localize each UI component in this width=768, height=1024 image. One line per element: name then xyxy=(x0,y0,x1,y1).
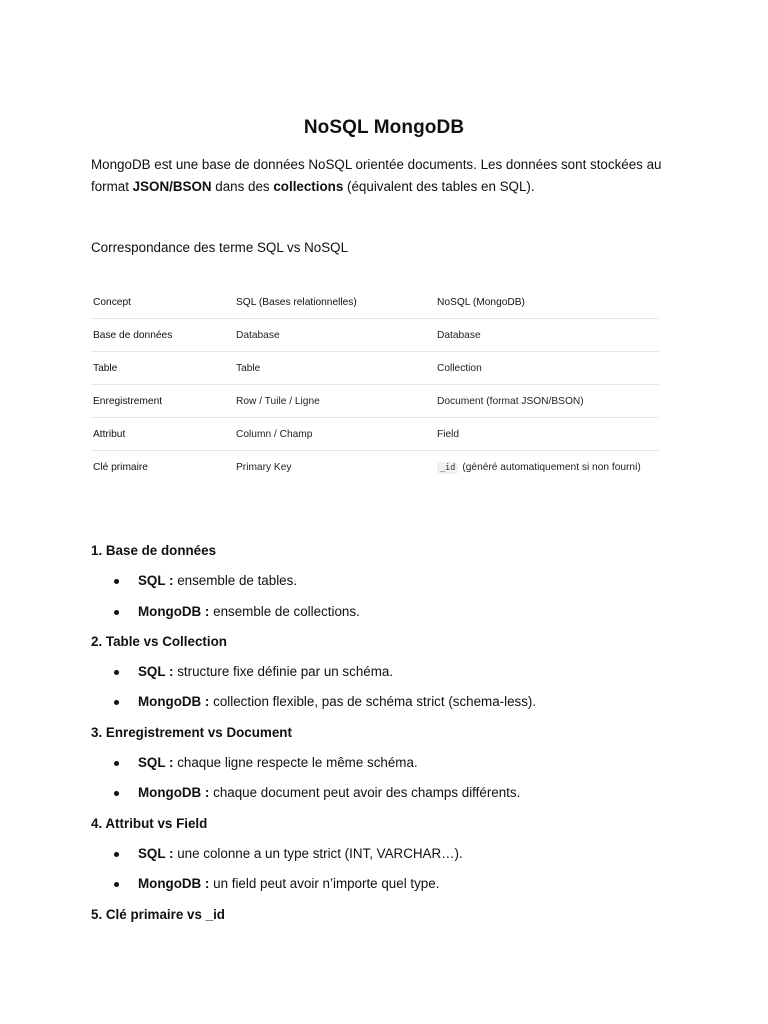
id-description: (généré automatiquement si non fourni) xyxy=(462,461,641,473)
bullet-label: MongoDB : xyxy=(138,603,210,619)
bullet-label: SQL : xyxy=(138,845,174,861)
list-item xyxy=(91,782,691,812)
bullet-icon xyxy=(114,761,119,766)
bullet-icon xyxy=(114,791,119,796)
table-header-row xyxy=(91,286,659,319)
bullet-text: chaque ligne respecte le même schéma. xyxy=(173,755,418,771)
bullet-text: structure fixe définie par un schéma. xyxy=(173,664,394,680)
list-item xyxy=(91,691,691,721)
section-heading: 5. Clé primaire vs _id xyxy=(91,906,225,922)
bullet-text: collection flexible, pas de schéma strict (schema-less). xyxy=(209,694,537,710)
table-cell-sql: Database xyxy=(234,319,435,352)
comparison-sections xyxy=(91,540,691,934)
table-cell-sql: Row / Tuile / Ligne xyxy=(234,385,435,418)
table-row xyxy=(91,451,659,484)
bullet-label: SQL : xyxy=(138,755,174,771)
intro-text-3: (équivalent des tables en SQL). xyxy=(343,179,535,194)
bullet-text: un field peut avoir n’importe quel type. xyxy=(209,876,440,892)
table-cell-concept: Enregistrement xyxy=(91,385,234,418)
bullet-label: SQL : xyxy=(138,664,174,680)
table-cell-sql: Primary Key xyxy=(236,461,292,473)
table-header-nosql: NoSQL (MongoDB) xyxy=(435,286,659,319)
list-item xyxy=(91,873,691,903)
section-heading: 4. Attribut vs Field xyxy=(91,815,208,831)
table-header-sql: SQL (Bases relationnelles) xyxy=(234,286,435,319)
bullet-icon xyxy=(114,882,119,887)
bullet-icon xyxy=(114,852,119,857)
list-item xyxy=(91,570,691,600)
section-subtitle: Correspondance des terme SQL vs NoSQL xyxy=(91,240,349,255)
table-cell-nosql xyxy=(435,451,659,484)
bullet-label: MongoDB : xyxy=(138,876,210,892)
correspondence-table xyxy=(91,286,659,483)
bullet-label: SQL : xyxy=(138,573,174,589)
table-row xyxy=(91,418,659,451)
list-item xyxy=(91,661,691,691)
table-cell-nosql: Database xyxy=(435,319,659,352)
section-heading: 1. Base de données xyxy=(91,543,217,558)
table-row xyxy=(91,385,659,418)
intro-text-1: MongoDB est une base de données NoSQL orientée documents. Les données sont stockées au format xyxy=(91,157,662,194)
bullet-label: MongoDB : xyxy=(138,694,210,710)
intro-paragraph xyxy=(91,154,681,198)
id-code-chip: _id xyxy=(437,462,458,474)
table-cell-nosql: Field xyxy=(435,418,659,451)
table-cell-sql: Table xyxy=(234,352,435,385)
table-cell-concept: Clé primaire xyxy=(93,461,148,473)
bullet-label: MongoDB : xyxy=(138,785,210,801)
table-cell-concept: Table xyxy=(91,352,234,385)
table-cell-nosql: Collection xyxy=(435,352,659,385)
section-heading: 3. Enregistrement vs Document xyxy=(91,724,292,740)
table-header-concept: Concept xyxy=(91,286,234,319)
table-cell-nosql: Document (format JSON/BSON) xyxy=(435,385,659,418)
intro-bold-collections: collections xyxy=(273,179,344,194)
bullet-icon xyxy=(114,610,119,615)
list-item xyxy=(91,601,691,631)
bullet-text: une colonne a un type strict (INT, VARCHAR…). xyxy=(173,845,463,861)
table-row xyxy=(91,352,659,385)
table-cell-concept: Base de données xyxy=(91,319,234,352)
list-item xyxy=(91,752,691,782)
bullet-icon xyxy=(114,579,119,584)
bullet-icon xyxy=(114,670,119,675)
table-cell-concept: Attribut xyxy=(91,418,234,451)
bullet-text: ensemble de tables. xyxy=(173,573,298,589)
table-cell-sql: Column / Champ xyxy=(234,418,435,451)
bullet-text: chaque document peut avoir des champs différents. xyxy=(209,785,521,801)
intro-text-2: dans des xyxy=(211,179,274,194)
intro-bold-json-bson: JSON/BSON xyxy=(132,179,212,194)
list-item xyxy=(91,843,691,873)
section-heading: 2. Table vs Collection xyxy=(91,633,227,649)
page-title: NoSQL MongoDB xyxy=(303,117,465,138)
bullet-icon xyxy=(114,700,119,705)
bullet-text: ensemble de collections. xyxy=(209,603,360,619)
table-row xyxy=(91,319,659,352)
